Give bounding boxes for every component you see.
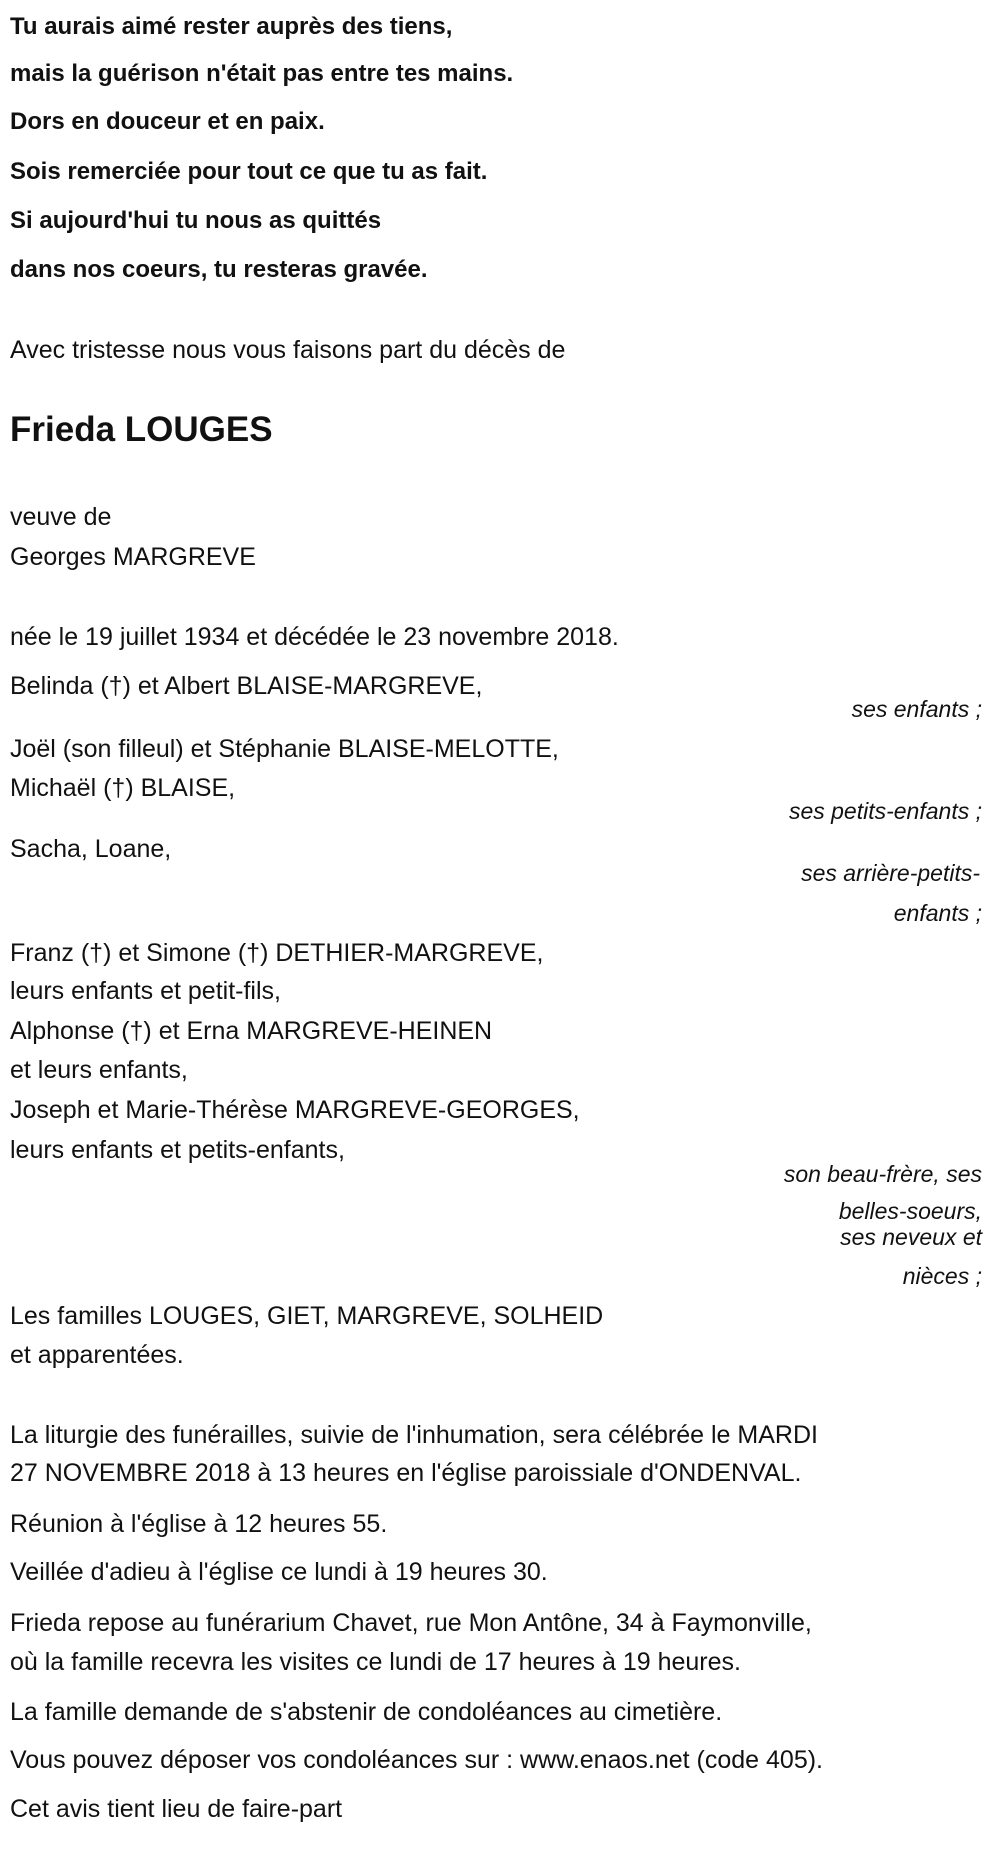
family-line: Sacha, Loane, <box>10 835 172 863</box>
deceased-name: Frieda LOUGES <box>10 410 273 449</box>
poem-line: Sois remerciée pour tout ce que tu as fait. <box>10 158 488 185</box>
poem-line: Dors en douceur et en paix. <box>10 108 325 135</box>
poem-line: mais la guérison n'était pas entre tes mains. <box>10 60 514 87</box>
intro-text: Avec tristesse nous vous faisons part du décès de <box>10 336 566 364</box>
poem-line: dans nos coeurs, tu resteras gravée. <box>10 256 428 283</box>
relation-label: ses petits-enfants ; <box>788 798 982 824</box>
funeral-line: Cet avis tient lieu de faire-part <box>10 1795 343 1823</box>
family-line: Belinda (†) et Albert BLAISE-MARGREVE, <box>10 672 483 700</box>
relation-label: ses arrière-petits- <box>801 860 980 886</box>
poem-line: Tu aurais aimé rester auprès des tiens, <box>10 13 453 40</box>
funeral-line: Frieda repose au funérarium Chavet, rue Mon Antône, 34 à Faymonville, <box>10 1609 812 1637</box>
spouse-name: Georges MARGREVE <box>10 543 256 571</box>
relation-label: nièces ; <box>902 1263 982 1289</box>
family-line: Michaël (†) BLAISE, <box>10 774 236 802</box>
family-line: leurs enfants et petits-enfants, <box>10 1136 345 1164</box>
widow-of-label: veuve de <box>10 503 112 531</box>
relation-label: enfants ; <box>893 900 982 926</box>
family-line: Franz (†) et Simone (†) DETHIER-MARGREVE, <box>10 939 544 967</box>
condolences-line: Vous pouvez déposer vos condoléances sur : www.enaos.net (code 405). <box>10 1746 824 1774</box>
family-line: Joël (son filleul) et Stéphanie BLAISE-MELOTTE, <box>10 735 559 763</box>
funeral-line: La famille demande de s'abstenir de condoléances au cimetière. <box>10 1698 723 1726</box>
relation-label: belles-soeurs, <box>838 1198 982 1224</box>
family-line: leurs enfants et petit-fils, <box>10 977 281 1005</box>
family-line: Les familles LOUGES, GIET, MARGREVE, SOLHEID <box>10 1302 604 1330</box>
family-line: et apparentées. <box>10 1341 184 1369</box>
funeral-line: où la famille recevra les visites ce lundi de 17 heures à 19 heures. <box>10 1648 741 1676</box>
relation-label: son beau-frère, ses <box>783 1161 982 1187</box>
funeral-line: Réunion à l'église à 12 heures 55. <box>10 1510 388 1538</box>
poem-line: Si aujourd'hui tu nous as quittés <box>10 207 382 234</box>
funeral-line: 27 NOVEMBRE 2018 à 13 heures en l'église paroissiale d'ONDENVAL. <box>10 1459 802 1487</box>
relation-label: ses neveux et <box>840 1224 982 1250</box>
funeral-line: La liturgie des funérailles, suivie de l'inhumation, sera célébrée le MARDI <box>10 1421 818 1449</box>
dates: née le 19 juillet 1934 et décédée le 23 novembre 2018. <box>10 623 619 651</box>
relation-label: ses enfants ; <box>851 696 982 722</box>
family-line: Alphonse (†) et Erna MARGREVE-HEINEN <box>10 1017 493 1045</box>
family-line: et leurs enfants, <box>10 1056 188 1084</box>
family-line: Joseph et Marie-Thérèse MARGREVE-GEORGES, <box>10 1096 580 1124</box>
funeral-line: Veillée d'adieu à l'église ce lundi à 19 heures 30. <box>10 1558 548 1586</box>
